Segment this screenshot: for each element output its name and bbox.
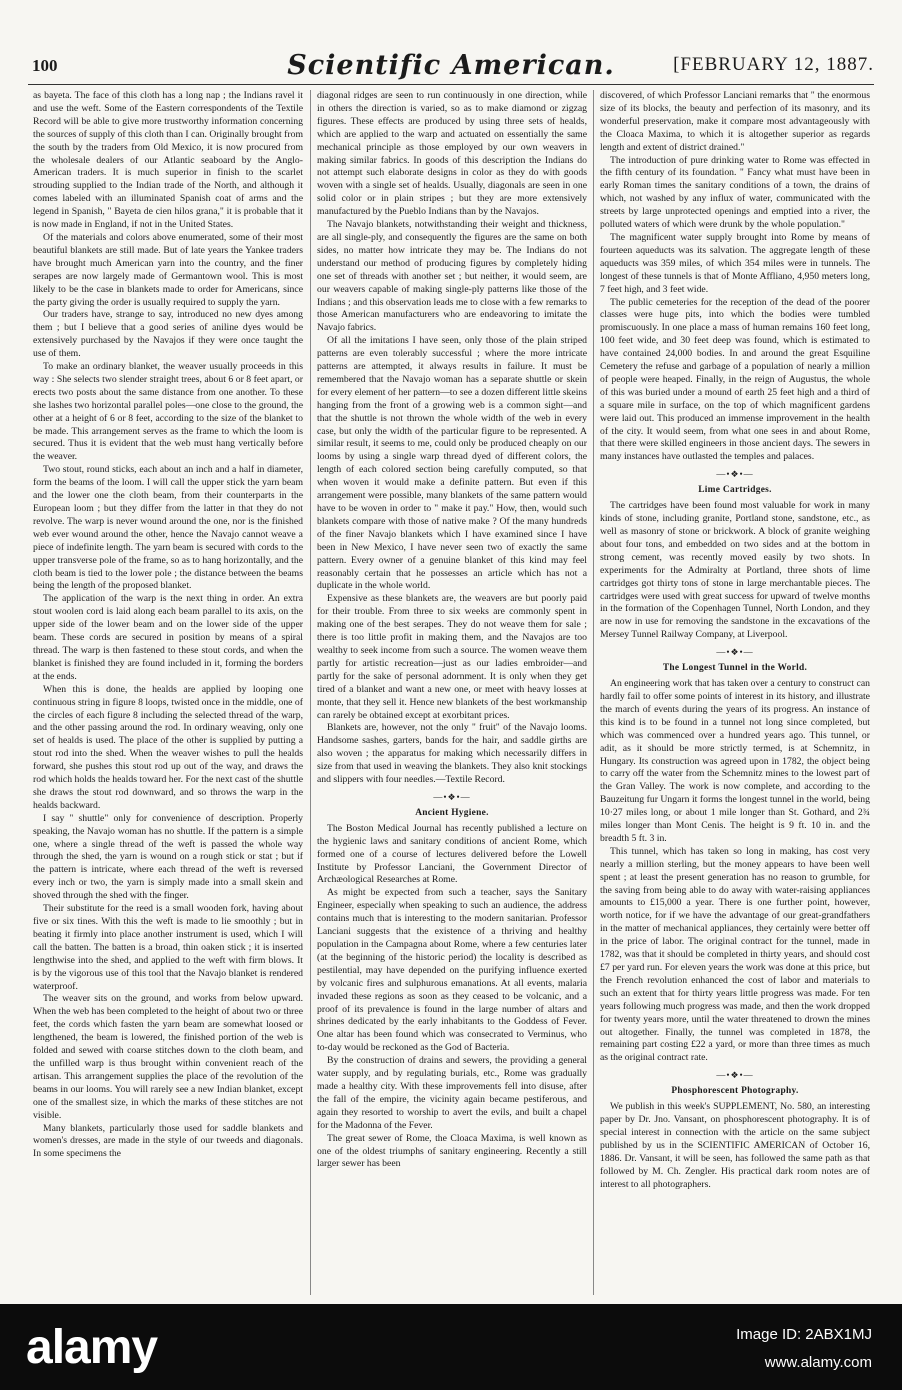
paragraph: Blankets are, however, not the only " fruit" of the Navajo looms. Handsome sashes, garters, bands for the hair, and saddle girths are also woven ; the apparatus for making which necessarily differs in size from that used in weaving the blankets. They also knit stockings and slippers with four needles.—Textile Record. [317,722,587,786]
page-number: 100 [32,56,58,75]
newspaper-title: Scientific American. [287,50,615,81]
paragraph: The public cemeteries for the reception of the dead of the poorer classes were huge pits, into which the bodies were tumbled promiscuously. In one place a mass of human remains 160 feet long, 100 feet wide, and 30 feet deep was found, which is estimated to have contained 24,000 bodies. In and around the great Esquiline Cemetery the refuse and garbage of a population of nearly a million of people were heaped. Finally, in the reign of Augustus, the whole of this was buried under a mound of earth 25 feet high and a third of a square mile in surface, on the top of which magnificent gardens were laid out. This produced an immense improvement in the health of the city. It would seem, from what one sees in and about Rome, that there were skilled engineers in those ancient days. The sewers in many instances have outlasted the temples and palaces. [600,296,870,463]
paragraph: The weaver sits on the ground, and works from below upward. When the web has been completed to the height of about two or three feet, the cords which fasten the yarn beam are somewhat loosed or lengthened, the beam is lowered, the finished portion of the web is folded and sewed with coarse stitches down to the cloth beam, and the unfilled warp is thus brought within convenient reach of the artisan. This arrangement supplies the place of the revolution of the beams in our looms. You will rarely see a new Indian blanket, except one of the smallest size, in which the marks of these stitches are not visible. [33,993,303,1121]
column-3 [600,90,870,1295]
paragraph: Two stout, round sticks, each about an inch and a half in diameter, form the beams of the loom. I will call the upper stick the yarn beam and the lower one the cloth beam, from their counterparts in the European loom ; but they differ from the latter in that they do not revolve. The warp is never wound around the one, nor is the finished web ever wound around the other, hence the Navajo cannot weave a piece of indefinite length. The yarn beam is secured with cords to the upper transverse pole of the frame, so as to hang horizontally, and the cloth beam is tied to the lower pole ; the distance between the beams being the length of the proposed blanket. [33,464,303,592]
paragraph: The cartridges have been found most valuable for work in many kinds of stone, including granite, Portland stone, sandstone, etc., as well as masonry of stone or brickwork. A block of granite weighing about four tons, and embedded on two sides and at the bottom in strong cement, was recently moved easily by two shots. In experiments for the Admiralty at Portland, three shots of lime cartridges got thirty tons of stone in large merchantable pieces. The cartridges were used with great success for upward of twelve months in the formation of the Copenhagen Tunnel, North London, and they are now in use for removing the sandstone in the excavations of the Mersey Tunnel Railway Company, at Liverpool. [600,500,870,641]
article-heading-ancient-hygiene: Ancient Hygiene. [415,807,489,818]
paragraph: When this is done, the healds are applied by looping one continuous string in figure 8 loops, twisted once in the middle, one of the circles of each figure 8 including the selected thread of the warp, and the other passing around the rod. In ordinary weaving, only one set of healds is used. The place of the other is supplied by putting a stout rod into the shed. When the weaver wishes to pull the healds forward, she pushes this stout rod up out of the way, and draws the rod which holds the healds toward her. For the next cast of the shuttle she draws the stout rod downward, and so throws the warp in the healds backward. [33,683,303,811]
paragraph: Many blankets, particularly those used for saddle blankets and women's dresses, are made in the style of our tweeds and diagonals. In some specimens the [33,1122,303,1160]
article-heading-lime-cartridges: Lime Cartridges. [698,485,772,496]
header-rule [28,84,874,85]
paragraph: The Navajo blankets, notwithstanding their weight and thickness, are all single-ply, and consequently the figures are the same on both sides, no matter how intricate they may be. The Indians do not understand our method of producing figures by completely hiding one set of threads with another set ; but neither, it would seem, are our weavers capable of making single-ply patterns like those of the Indians ; and this observation leads me to close with a few remarks to those American manufacturers who are endeavoring to imitate the Navajo fabrics. [317,219,587,334]
paragraph: The introduction of pure drinking water to Rome was effected in the fifth century of its foundation. " Fancy what must have been in early Roman times the sanitary conditions of a town, the drains of which, not washed by any influx of water, communicated with the streets by large unprotected openings and emptied into a river, the polluted waters of which were drunk by the whole population." [600,154,870,231]
column-2 [317,90,587,1295]
paragraph: The Boston Medical Journal has recently published a lecture on the hygienic laws and sanitary conditions of ancient Rome, which formed one of a course of lectures delivered before the Lowell Institute by Professor Lanciani, the Government Director of Archæological Researches at Rome. [317,822,587,886]
section-ornament: —•❖•— [433,791,471,802]
issue-date: [FEBRUARY 12, 1887. [673,54,874,75]
section-ornament: —•❖•— [716,469,754,480]
paragraph: Of the materials and colors above enumerated, some of their most beautiful blankets are still made. But of late years the Yankee traders have brought much American yarn into the country, and the finer serapes are now largely made of Germantown wool. This is most likely to be the case in blankets made to order for Americans, since the party giving the order is usually required to supply the yarn. [33,231,303,308]
stock-watermark-bar [0,1304,902,1390]
paragraph: The great sewer of Rome, the Cloaca Maxima, is well known as one of the oldest triumphs of sanitary engineering. Recently a still larger sewer has been [317,1132,587,1170]
paragraph: By the construction of drains and sewers, the providing a general water supply, and by regulating burials, etc., Rome was gradually made a healthy city. With these improvements fell into disuse, after the fall of the empire, the vicinity again became pestiferous, and again they resorted to worship to avert the evils, and built a chapel for the Madonna of the Fever. [317,1055,587,1131]
paragraph: This tunnel, which has taken so long in making, has cost very nearly a million sterling, but the money appears to have been well spent ; at least the present generation has no reason to grumble, for the saving from being able to do away with water-raising appliances amounts to £15,000 a year. There is one further point, however, worth notice, for if we have the advantage of our great-grandfathers in the matter of mechanical appliances, they certainly were better off in the price of labor. The original contract for the tunnel, made in 1782, was that it should be completed in thirty years, and should cost £7 per yard run. For eleven years the work was done at this price, but the French revolution enhanced the cost of labor and materials to such an extent that for thirty years little progress was made. For ten years following much progress was made, and then the work dropped for twenty years more, until the water threatened to drown the mines out altogether. Finally, the tunnel was completed in 1878, the remaining part costing £22 a yard, or more than three times as much as the original contract rate. [600,845,870,1064]
paragraph: Our traders have, strange to say, introduced no new dyes among them ; but I believe that a good series of aniline dyes would be extensively purchased by the Navajos if they were once taught the use of them. [33,309,303,360]
column-1 [33,90,303,1295]
paragraph: diagonal ridges are seen to run continuously in one direction, while in others the direction is varied, so as to make diamond or zigzag figures. These effects are produced by using three sets of healds, which are applied to the warp and actuated on essentially the same mechanical principle as those employed by our own weavers in making similar fabrics. In goods of this description the Indians do not attempt such elaborate designs in color as they do with goods woven with a single set of healds. Usually, diagonals are seen in one solid color or in plain stripes ; but they are more extensively manufactured by the Pueblo Indians than by the Navajos. [317,90,587,218]
paragraph: An engineering work that has taken over a century to construct can hardly fail to offer some points of interest in its history, and illustrate the march of events during the years of its progress. An instance of this kind is to be found in a tunnel not long since completed, but which was commenced over a hundred years ago. This tunnel, or adit, as it should be more strictly termed, is at Schemnitz, in Hungary. Its construction was agreed upon in 1782, the object being to carry off the water from the Schemnitz mines to the lowest part of the Gran Valley. The work is now complete, and according to the Bauzeitung fur Ungarn it forms the longest tunnel in the world, being 10·27 miles long, or about 1 mile longer than St. Gothard, and 2¾ miles longer than Mont Cenis. The height is 9 ft. 10 in. and the breadth 5 ft. 3 in. [600,678,870,844]
paragraph: The magnificent water supply brought into Rome by means of fourteen aqueducts was its salvation. The aggregate length of these aqueducts was 359 miles, of which 354 miles were in tunnels. The longest of these tunnels is that of Monte Affliano, 4,950 meters long, 7 feet high, and 3 feet wide. [600,231,870,295]
column-divider [593,90,594,1295]
section-ornament: —•❖•— [716,647,754,658]
section-ornament: —•❖•— [716,1070,754,1081]
column-divider [310,90,311,1295]
paragraph: discovered, of which Professor Lanciani remarks that " the enormous size of its blocks, the beauty and perfection of its masonry, and its wonderful preservation, make it compare most advantageously with the Cloaca Maxima, to which it is altogether superior as regards length and extent of district drained." [600,90,870,153]
paragraph: I say " shuttle" only for convenience of description. Properly speaking, the Navajo woman has no shuttle. If the pattern is a simple one, where a single thread of the weft is passed the whole way through the shed, the yarn is wound on a rough stick or stat ; but if the pattern is intricate, where each thread of the weft is reversed every inch or two, the yarn is simply made into a small skein and shoved through the shed with the finger. [33,812,303,902]
paragraph: as bayeta. The face of this cloth has a long nap ; the Indians ravel it and use the weft. Some of the Eastern correspondents of the Textile Record will be able to give more trustworthy information concerning the sources of supply of this cloth than I can. Originally brought from the south by the traders from Old Mexico, it is now procured from the wholesale dealers of our Atlantic seaboard by the Anglo-American traders. It is much superior in finish to the scarlet strouding supplied to the Indian trade of the North, and although it comes labeled with an illuminated Spanish coat of arms and the legend in Spanish, " Bayeta de cien hilos grana," it is probable that it is now made in England, if not in the United States. [33,90,303,231]
alamy-logo: alamy [26,1321,158,1374]
image-id-label: Image ID: 2ABX1MJ [736,1326,872,1343]
article-heading-longest-tunnel: The Longest Tunnel in the World. [662,663,808,674]
paragraph: Expensive as these blankets are, the weavers are but poorly paid for their trouble. From three to six weeks are commonly spent in making one of the best serapes. They do not weave them for sale ; there is too little profit in making them, and the Navajos are too wealthy to seek income from such a source. The women weave them partly for artistic recreation—just as our ladies embroider—and partly for the sake of personal adornment. It is only when they get tired of a blanket and want a new one, or meet with heavy losses at monte, that they sell it. Hence new blankets of the best workmanship can rarely be obtained except at exorbitant prices. [317,593,587,721]
paragraph: As might be expected from such a teacher, says the Sanitary Engineer, especially when speaking to such an audience, the address contains much that is interesting to the modern sanitarian. Professor Lanciani suggests that the existence of a thriving and healthy population in the Campagna about Rome, where a few centuries later (at the beginning of the historic period) the locality is described as pestilential, may have depended on the purifying influence exerted by volcanic fires and sulphurous emanations. At all events, malaria invaded these regions as soon as they ceased to be volcanic, and a proof of its prevalence is found in the large number of altars and shrines dedicated by the early inhabitants to the Goddess of Fever. One altar has been found which was consecrated to Verminus, who to-day would be reckoned as the God of Bacteria. [317,887,587,1054]
paragraph: Of all the imitations I have seen, only those of the plain striped patterns are even tolerably successful ; where the more intricate patterns are attempted, it always results in failure. It must be remembered that the Navajo woman has a separate shuttle or skein for every element of her pattern—to see a dozen different little skeins hanging from the front of a growing web is a common sight—and that the shuttle is not thrown the whole width of the web in every case, but only the width of the particular figure to be represented. A similar result, it seems to me, could only be produced cheaply on our looms by using a single warp thread dyed of different colors, the length of each colored section being carefully computed, so that when woven it would make a definite pattern. But even if this arrangement were possible, many blankets of the same pattern would have to be woven in order to " make it pay." How, then, would such blankets compare with those of native make ? Of the many hundreds of the finer Navajo blankets which I have examined since I have been in New Mexico, I have never seen two of exactly the same pattern. Every owner of a genuine blanket of this kind may feel reasonably certain that he possesses an article which has not a duplicate in the whole world. [317,335,587,592]
paragraph: To make an ordinary blanket, the weaver usually proceeds in this way : She selects two slender straight trees, about 6 or 8 feet apart, or erects two posts about the same distance from one another. To these she lashes two horizontal parallel poles—one close to the ground, the other at a height of 6 or 8 feet, according to the size of the blanket to be made. This arrangement serves as the frame to which the loom is secured. Thus it is evident that the web must hang vertically before the weaver. [33,361,303,463]
watermark-url: www.alamy.com [764,1354,872,1371]
paragraph: Their substitute for the reed is a small wooden fork, having about five or six tines. With this the weft is made to lie smoothly ; but in beating it firmly into place another instrument is used, which I will call the batten. The batten is a broad, thin oaken stick ; it is inserted lengthwise into the shed, and applied to the weft with firm blows. It is by the vigorous use of this tool that the Navajo blanket is rendered waterproof. [33,903,303,992]
paragraph: The application of the warp is the next thing in order. An extra stout woolen cord is laid along each beam parallel to its axis, on the upper side of the lower beam and on the lower side of the upper beam. These cords are secured in position by means of a spiral thread. The warp is then fastened to these stout cords, and when the blanket is finished they are found included in it, forming the borders at the ends. [33,593,303,682]
paragraph: We publish in this week's SUPPLEMENT, No. 580, an interesting paper by Dr. Jno. Vansant, on phosphorescent photography. It is of special interest in connection with the article on the same subject published by us in the SCIENTIFIC AMERICAN of October 16, 1886. Dr. Vansant, it will be seen, has followed the same path as that followed by M. Ch. Zengler. His practical dark room notes are of interest to all photographers. [600,1101,870,1190]
masthead [28,50,874,82]
article-heading-phosphorescent-photography: Phosphorescent Photography. [671,1086,799,1097]
